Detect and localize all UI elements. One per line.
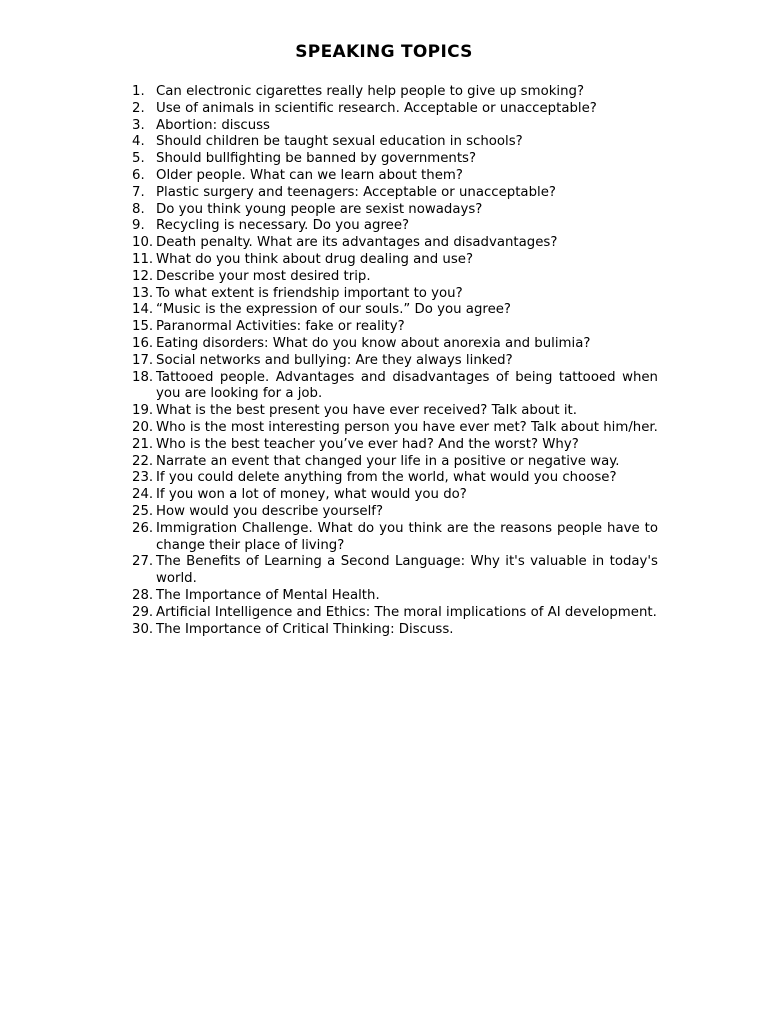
list-item	[132, 84, 658, 101]
list-item	[132, 302, 658, 319]
topic-number: 18.	[132, 369, 154, 385]
topic-number: 15.	[132, 319, 154, 335]
topic-text: Social networks and bullying: Are they always linked?	[156, 352, 513, 368]
list-item	[132, 622, 658, 639]
topic-number: 2.	[132, 100, 145, 116]
list-item	[132, 151, 658, 168]
topic-number: 23.	[132, 470, 154, 486]
topic-text: What is the best present you have ever received? Talk about it.	[156, 403, 577, 419]
list-item	[132, 353, 658, 370]
topic-number: 6.	[132, 167, 145, 183]
topic-text: What do you think about drug dealing and use?	[156, 251, 473, 267]
topic-number: 26.	[132, 520, 154, 536]
topic-number: 20.	[132, 419, 154, 435]
list-item	[132, 554, 658, 588]
list-item	[132, 588, 658, 605]
topic-text: Paranormal Activities: fake or reality?	[156, 319, 405, 335]
topic-text: To what extent is friendship important to you?	[156, 285, 463, 301]
list-item	[132, 185, 658, 202]
topic-number: 29.	[132, 604, 154, 620]
list-item	[132, 319, 658, 336]
topic-number: 21.	[132, 436, 154, 452]
list-item	[132, 286, 658, 303]
topic-text: Should bullfighting be banned by governments?	[156, 151, 477, 167]
list-item	[132, 235, 658, 252]
list-item	[132, 370, 658, 404]
topic-number: 19.	[132, 403, 154, 419]
topic-number: 24.	[132, 487, 154, 503]
topic-text: Should children be taught sexual education in schools?	[156, 134, 523, 150]
topic-text: How would you describe yourself?	[156, 503, 384, 519]
topic-text: “Music is the expression of our souls.” Do you agree?	[156, 302, 511, 318]
topic-number: 13.	[132, 285, 154, 301]
list-item	[132, 252, 658, 269]
topic-text: Narrate an event that changed your life in a positive or negative way.	[156, 453, 620, 469]
topic-text: Eating disorders: What do you know about anorexia and bulimia?	[156, 335, 591, 351]
list-item	[132, 521, 658, 555]
topic-number: 17.	[132, 352, 154, 368]
list-item	[132, 605, 658, 622]
topic-number: 12.	[132, 268, 154, 284]
topic-text: The Benefits of Learning a Second Language: Why it's valuable in today's world.	[156, 554, 658, 587]
topic-list	[132, 84, 658, 638]
topic-text: Immigration Challenge. What do you think are the reasons people have to change their place of living?	[156, 520, 658, 553]
topic-text: Artificial Intelligence and Ethics: The moral implications of AI development.	[156, 604, 657, 620]
topic-text: Can electronic cigarettes really help people to give up smoking?	[156, 84, 585, 99]
list-item	[132, 420, 658, 437]
list-item	[132, 118, 658, 135]
topic-text: Tattooed people. Advantages and disadvantages of being tattooed when you are looking for a job.	[156, 369, 658, 402]
topic-text: The Importance of Critical Thinking: Discuss.	[156, 621, 454, 637]
list-item	[132, 454, 658, 471]
list-item	[132, 504, 658, 521]
list-item	[132, 403, 658, 420]
topic-text: If you could delete anything from the world, what would you choose?	[156, 470, 617, 486]
topic-text: Do you think young people are sexist nowadays?	[156, 201, 483, 217]
list-item	[132, 218, 658, 235]
topic-text: Who is the best teacher you’ve ever had? And the worst? Why?	[156, 436, 579, 452]
topic-number: 5.	[132, 151, 145, 167]
page-title: SPEAKING TOPICS	[295, 42, 473, 62]
topic-number: 3.	[132, 117, 145, 133]
topic-text: The Importance of Mental Health.	[156, 587, 380, 603]
topic-number: 25.	[132, 503, 154, 519]
topic-number: 1.	[132, 84, 145, 99]
list-item	[132, 336, 658, 353]
topic-text: Who is the most interesting person you have ever met? Talk about him/her.	[156, 419, 658, 435]
list-item	[132, 487, 658, 504]
topic-number: 8.	[132, 201, 145, 217]
topic-number: 27.	[132, 554, 154, 570]
topic-text: Death penalty. What are its advantages and disadvantages?	[156, 235, 558, 251]
topic-text: Abortion: discuss	[156, 117, 270, 133]
list-item	[132, 101, 658, 118]
topic-number: 9.	[132, 218, 145, 234]
topic-text: Recycling is necessary. Do you agree?	[156, 218, 410, 234]
topic-number: 4.	[132, 134, 145, 150]
topic-number: 16.	[132, 335, 154, 351]
topic-text: Describe your most desired trip.	[156, 268, 371, 284]
topic-number: 7.	[132, 184, 145, 200]
list-item	[132, 269, 658, 286]
topic-number: 10.	[132, 235, 154, 251]
list-item	[132, 168, 658, 185]
topic-number: 22.	[132, 453, 154, 469]
topic-text: If you won a lot of money, what would you do?	[156, 487, 467, 503]
list-item	[132, 134, 658, 151]
topic-text: Older people. What can we learn about them?	[156, 167, 463, 183]
list-item	[132, 470, 658, 487]
topic-number: 28.	[132, 587, 154, 603]
list-item	[132, 437, 658, 454]
topic-text: Use of animals in scientific research. Acceptable or unacceptable?	[156, 100, 597, 116]
list-item	[132, 202, 658, 219]
topic-number: 11.	[132, 251, 154, 267]
topic-number: 30.	[132, 621, 154, 637]
topic-number: 14.	[132, 302, 154, 318]
topic-text: Plastic surgery and teenagers: Acceptable or unacceptable?	[156, 184, 556, 200]
